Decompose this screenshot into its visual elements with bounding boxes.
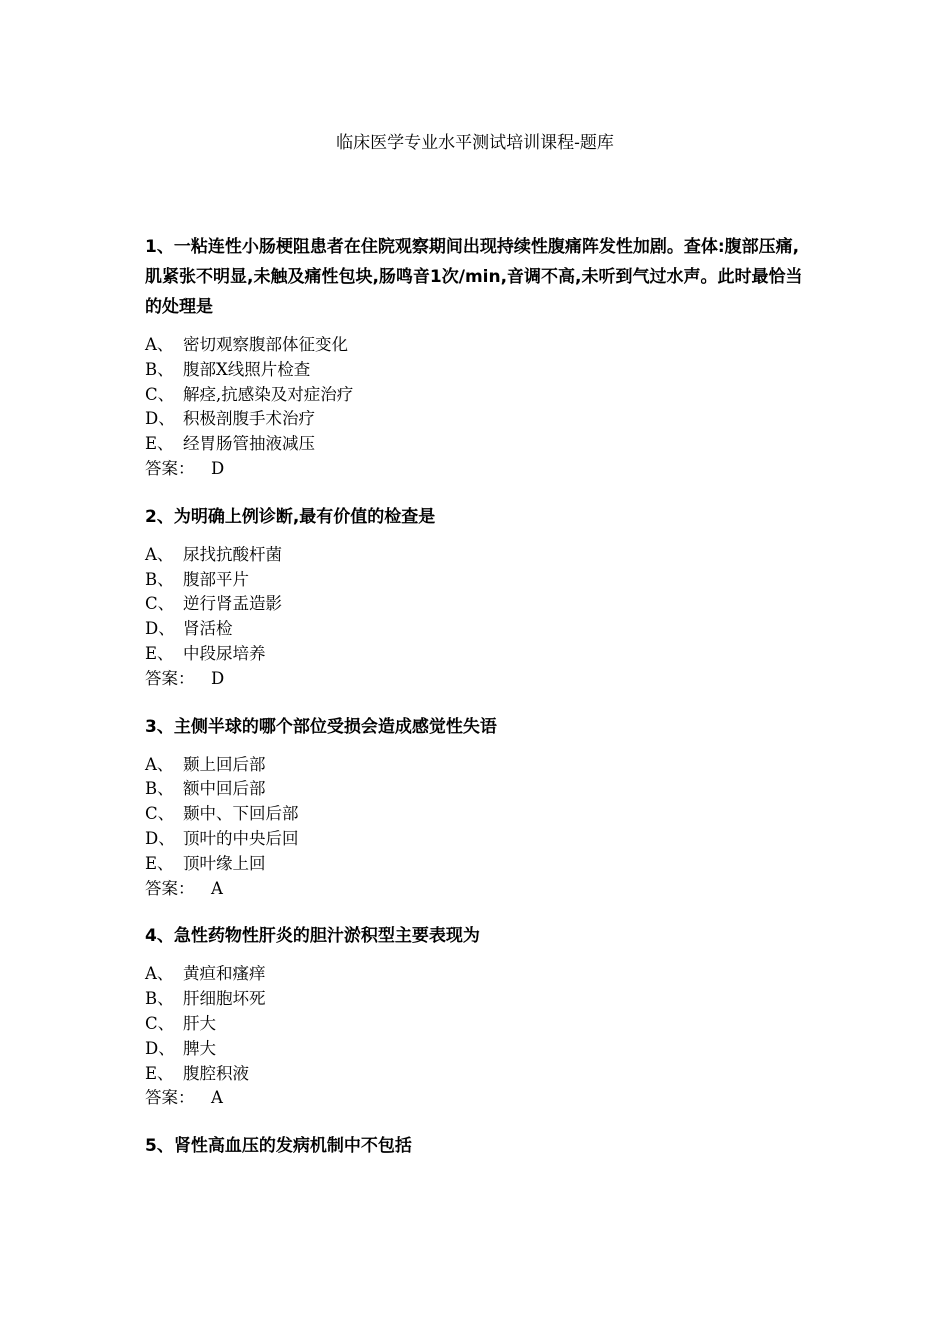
option-key: E、 [145, 434, 174, 454]
answer-value: A [211, 1088, 223, 1108]
answer-line [145, 1086, 810, 1111]
answer-label: 答案： [145, 1088, 195, 1108]
question-1 [145, 232, 810, 482]
question-stem: 4、急性药物性肝炎的胆汁淤积型主要表现为 [145, 926, 480, 947]
option-key: C、 [145, 1013, 175, 1033]
option-d [145, 617, 810, 642]
option-key: D、 [145, 1038, 175, 1058]
question-4 [145, 921, 810, 1111]
option-key: D、 [145, 619, 175, 639]
question-stem: 5、肾性高血压的发病机制中不包括 [145, 1136, 412, 1157]
question-stem: 3、主侧半球的哪个部位受损会造成感觉性失语 [145, 716, 497, 737]
answer-line [145, 877, 810, 902]
answer-label: 答案： [145, 668, 195, 688]
option-text: 腹部平片 [183, 569, 249, 589]
option-text: 肝细胞坏死 [183, 989, 266, 1009]
option-key: C、 [145, 384, 175, 404]
option-text: 尿找抗酸杆菌 [183, 544, 282, 564]
question-2 [145, 502, 810, 692]
answer-line [145, 457, 810, 482]
option-text: 密切观察腹部体征变化 [183, 335, 348, 354]
option-key: E、 [145, 643, 174, 663]
option-b [145, 568, 810, 593]
option-d [145, 1037, 810, 1062]
option-a [145, 333, 810, 358]
option-key: B、 [145, 779, 174, 799]
option-key: E、 [145, 1063, 174, 1083]
question-list [145, 232, 810, 1181]
option-b [145, 987, 810, 1012]
option-text: 顶叶缘上回 [183, 853, 266, 873]
option-key: A、 [145, 544, 174, 564]
option-b [145, 777, 810, 802]
option-e [145, 1062, 810, 1087]
answer-line [145, 667, 810, 692]
answer-value: A [211, 878, 223, 898]
option-text: 顶叶的中央后回 [183, 828, 299, 848]
option-text: 逆行肾盂造影 [183, 594, 282, 614]
option-key: B、 [145, 569, 174, 589]
answer-value: D [211, 458, 225, 478]
option-b [145, 358, 810, 383]
option-text: 肝大 [183, 1013, 216, 1033]
answer-value: D [211, 668, 225, 688]
option-key: A、 [145, 754, 174, 774]
question-3 [145, 712, 810, 902]
answer-label: 答案： [145, 878, 195, 898]
option-text: 黄疸和瘙痒 [183, 964, 266, 984]
option-text: 腹部X线照片检查 [183, 359, 311, 379]
option-a [145, 962, 810, 987]
option-text: 经胃肠管抽液减压 [183, 434, 315, 454]
option-key: A、 [145, 335, 174, 354]
option-a [145, 543, 810, 568]
option-text: 颞上回后部 [183, 754, 266, 774]
option-c [145, 592, 810, 617]
option-d [145, 827, 810, 852]
option-key: B、 [145, 989, 174, 1009]
option-d [145, 407, 810, 432]
option-text: 肾活检 [183, 619, 233, 639]
option-text: 颞中、下回后部 [183, 804, 299, 824]
option-key: C、 [145, 804, 175, 824]
option-key: A、 [145, 964, 174, 984]
option-text: 腹腔积液 [183, 1063, 249, 1083]
option-text: 积极剖腹手术治疗 [183, 409, 315, 429]
option-key: C、 [145, 594, 175, 614]
question-stem: 1、一粘连性小肠梗阻患者在住院观察期间出现持续性腹痛阵发性加剧。查体:腹部压痛,肌紧张不明显,未触及痛性包块,肠鸣音1次/min,音调不高,未听到气过水声。此时最恰当的处理是 [145, 237, 803, 317]
option-e [145, 642, 810, 667]
option-key: D、 [145, 409, 175, 429]
question-stem: 2、为明确上例诊断,最有价值的检查是 [145, 506, 436, 527]
option-c [145, 383, 810, 408]
option-text: 脾大 [183, 1038, 216, 1058]
document-title: 临床医学专业水平测试培训课程-题库 [336, 133, 614, 153]
option-text: 中段尿培养 [183, 643, 266, 663]
question-5 [145, 1131, 810, 1161]
option-c [145, 802, 810, 827]
option-e [145, 432, 810, 457]
option-key: B、 [145, 359, 174, 379]
option-key: E、 [145, 853, 174, 873]
option-text: 解痉,抗感染及对症治疗 [183, 384, 354, 404]
option-c [145, 1012, 810, 1037]
option-text: 额中回后部 [183, 779, 266, 799]
option-e [145, 852, 810, 877]
option-key: D、 [145, 828, 175, 848]
option-a [145, 753, 810, 778]
answer-label: 答案： [145, 458, 195, 478]
